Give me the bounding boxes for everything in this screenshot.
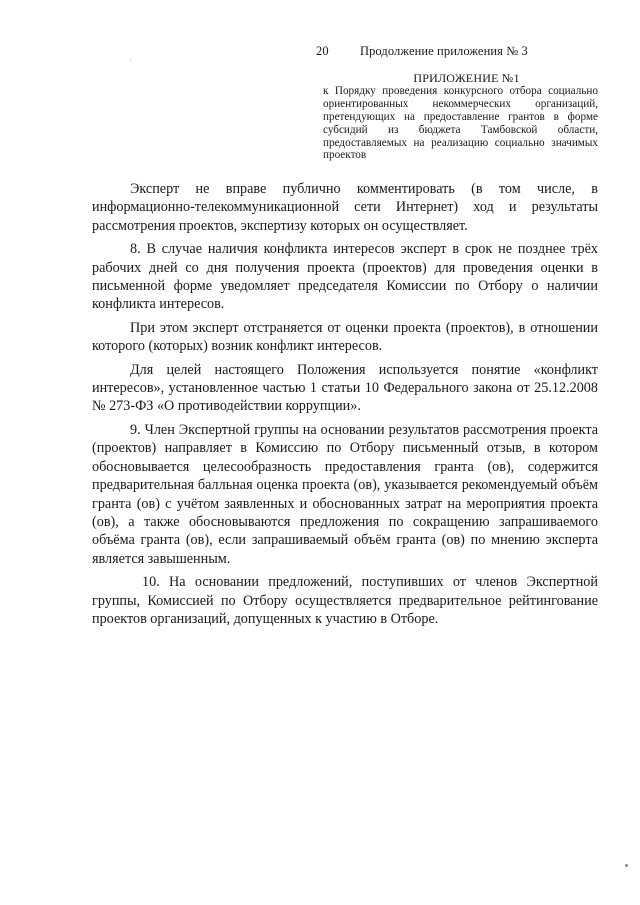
paragraph-10-rating: 10. На основании предложений, поступивших от членов Экспертной группы, Комиссией по Отбору осуществляется предварительное рейтингование проектов организаций, допущенных к участию в Отборе.: [92, 574, 598, 627]
page-number: 20: [316, 44, 329, 58]
scan-dot: [625, 864, 628, 867]
appendix-description: к Порядку проведения конкурсного отбора социально ориентированных некоммерческих организаций, претендующих на предоставление грантов в форме субсидий из бюджета Тамбовской области, предоставляемых на реализацию социально значимых проектов: [323, 84, 598, 162]
paragraph-definition: Для целей настоящего Положения используется понятие «конфликт интересов», установленное частью 1 статьи 10 Федерального закона от 25.12.2008 № 273-ФЗ «О противодействии коррупции».: [92, 361, 598, 415]
page-header: [316, 44, 528, 59]
paragraph-8-conflict: 8. В случае наличия конфликта интересов эксперт в срок не позднее трёх рабочих дней со дня получения проекта (проектов) для проведения оценки в письменной форме уведомляет председателя Комиссии по Отбору о наличии конфликта интересов.: [92, 241, 598, 313]
scan-speck: [130, 60, 131, 61]
appendix-block: [323, 72, 598, 162]
paragraph-removal: При этом эксперт отстраняется от оценки проекта (проектов), в отношении которого (которых) возник конфликт интересов.: [92, 319, 598, 355]
continuation-note: Продолжение приложения № 3: [359, 44, 528, 58]
document-body: [92, 180, 598, 633]
appendix-title: ПРИЛОЖЕНИЕ №1: [413, 71, 520, 85]
paragraph-9-review: 9. Член Экспертной группы на основании результатов рассмотрения проекта (проектов) направляет в Комиссию по Отбору письменный отзыв, в котором обосновывается целесообразность предоставления гранта (ов), содержится предварительная балльная оценка проекта (ов), указывается рекомендуемый объём гранта (ов) с учётом заявленных и обоснованных затрат на мероприятия проекта (ов), а также обосновываются предложения по сокращению запрашиваемого объёма гранта (ов), если запрашиваемый объём гранта (ов) по мнению эксперта является завышенным.: [92, 421, 598, 567]
paragraph-expert-comment: Эксперт не вправе публично комментировать (в том числе, в информационно-телекоммуникационной сети Интернет) ход и результаты рассмотрения проектов, экспертизу которых он осуществляет.: [92, 181, 598, 234]
